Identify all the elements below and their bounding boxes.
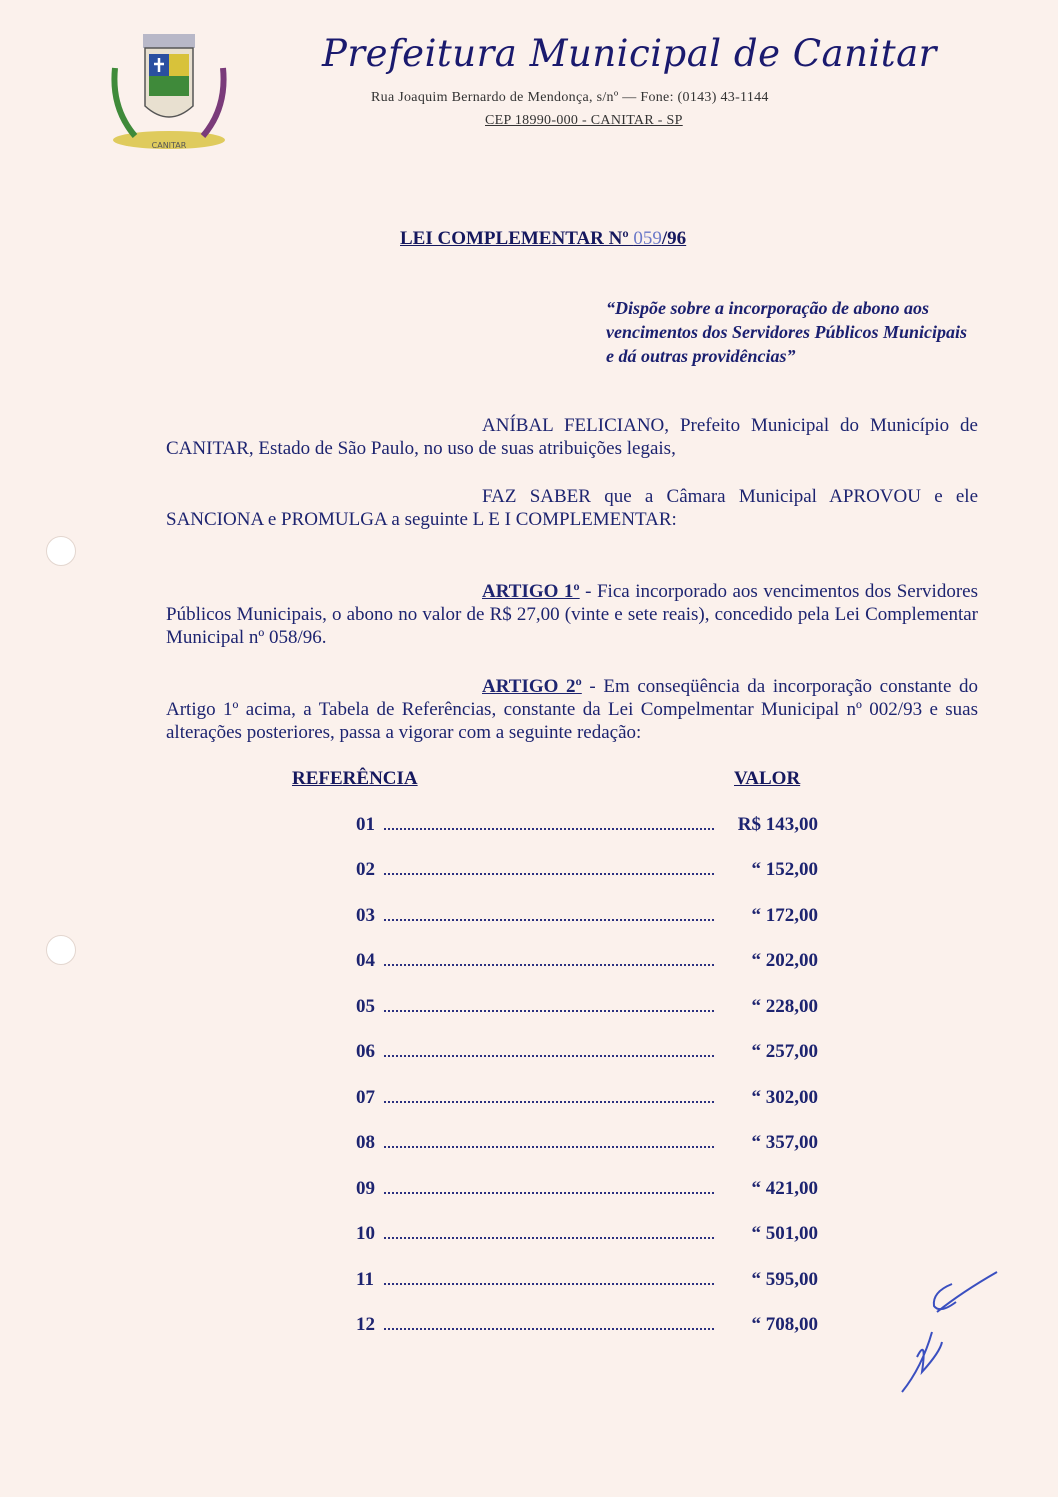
letterhead-title: Prefeitura Municipal de Canitar	[322, 32, 937, 75]
table-row	[356, 1130, 818, 1154]
table-row	[356, 1312, 818, 1336]
row-ref: 02	[356, 859, 375, 880]
dot-leader	[384, 1192, 714, 1194]
dot-leader	[384, 1328, 714, 1330]
table-row	[356, 1085, 818, 1109]
law-title	[400, 228, 686, 250]
table-row	[356, 1176, 818, 1200]
row-ref: 08	[356, 1132, 375, 1153]
article-1	[166, 580, 978, 649]
dot-leader	[384, 1101, 714, 1103]
law-title-prefix: LEI COMPLEMENTAR Nº	[400, 228, 634, 249]
row-value: “ 172,00	[751, 905, 818, 926]
row-ref: 03	[356, 905, 375, 926]
dot-leader	[384, 1146, 714, 1148]
row-value: “ 501,00	[751, 1223, 818, 1244]
article-2-text: - Em conseqüência da incorporação constante do Artigo 1º acima, a Tabela de Referências, constante da Lei Compelmentar Municipal nº 002/93 e suas alterações posteriores, passa a vigorar com a seguinte redação:	[166, 676, 979, 743]
table-header-value: VALOR	[734, 768, 801, 789]
law-number: 059	[633, 228, 662, 249]
row-value: “ 302,00	[751, 1087, 818, 1108]
row-value: R$ 143,00	[737, 814, 818, 835]
law-summary: “Dispõe sobre a incorporação de abono aos vencimentos dos Servidores Públicos Municipais e dá outras providências”	[606, 298, 968, 366]
coat-of-arms-icon	[105, 28, 233, 156]
row-value: “ 421,00	[751, 1178, 818, 1199]
row-ref: 10	[356, 1223, 375, 1244]
row-ref: 12	[356, 1314, 375, 1335]
table-row	[356, 1039, 818, 1063]
preamble-text-2: FAZ SABER que a Câmara Municipal APROVOU e ele SANCIONA e PROMULGA a seguinte L E I COMPLEMENTAR:	[166, 486, 978, 530]
letterhead-cep: CEP 18990-000 - CANITAR - SP	[485, 113, 683, 128]
dot-leader	[384, 919, 714, 921]
table-row	[356, 994, 818, 1018]
law-year: /96	[661, 228, 687, 249]
row-value: “ 152,00	[751, 859, 818, 880]
article-1-label: ARTIGO 1º	[482, 581, 580, 602]
preamble-paragraph-2	[166, 485, 978, 531]
row-ref: 09	[356, 1178, 375, 1199]
dot-leader	[384, 1010, 714, 1012]
row-value: “ 708,00	[751, 1314, 818, 1335]
row-value: “ 257,00	[751, 1041, 818, 1062]
row-ref: 06	[356, 1041, 375, 1062]
dot-leader	[384, 1237, 714, 1239]
letterhead-address: Rua Joaquim Bernardo de Mendonça, s/nº — Fone: (0143) 43-1144	[371, 90, 769, 105]
preamble-paragraph-1	[166, 414, 978, 460]
article-2	[166, 675, 978, 744]
article-1-text: - Fica incorporado aos vencimentos dos Servidores Públicos Municipais, o abono no valor de R$ 27,00 (vinte e sete reais), concedido pela Lei Complementar Municipal nº 058/96.	[166, 581, 978, 648]
row-ref: 01	[356, 814, 375, 835]
dot-leader	[384, 1283, 714, 1285]
table-row	[356, 1221, 818, 1245]
row-ref: 05	[356, 996, 375, 1017]
table-row	[356, 812, 818, 836]
table-row	[356, 857, 818, 881]
table-row	[356, 948, 818, 972]
row-ref: 11	[356, 1269, 374, 1290]
table-row	[356, 903, 818, 927]
dot-leader	[384, 964, 714, 966]
row-ref: 07	[356, 1087, 375, 1108]
row-value: “ 202,00	[751, 950, 818, 971]
row-value: “ 228,00	[751, 996, 818, 1017]
dot-leader	[384, 828, 714, 830]
row-value: “ 595,00	[751, 1269, 818, 1290]
svg-text:CANITAR: CANITAR	[151, 141, 187, 150]
dot-leader	[384, 1055, 714, 1057]
row-value: “ 357,00	[751, 1132, 818, 1153]
binder-hole	[46, 935, 76, 965]
table-row	[356, 1267, 818, 1291]
binder-hole	[46, 536, 76, 566]
article-2-label: ARTIGO 2º	[482, 676, 582, 697]
preamble-text-1: ANÍBAL FELICIANO, Prefeito Municipal do Município de CANITAR, Estado de São Paulo, no uso de suas atribuições legais,	[166, 415, 978, 459]
row-ref: 04	[356, 950, 375, 971]
dot-leader	[384, 873, 714, 875]
handwritten-initials-signature	[892, 1262, 1002, 1402]
table-header-reference: REFERÊNCIA	[292, 768, 418, 789]
